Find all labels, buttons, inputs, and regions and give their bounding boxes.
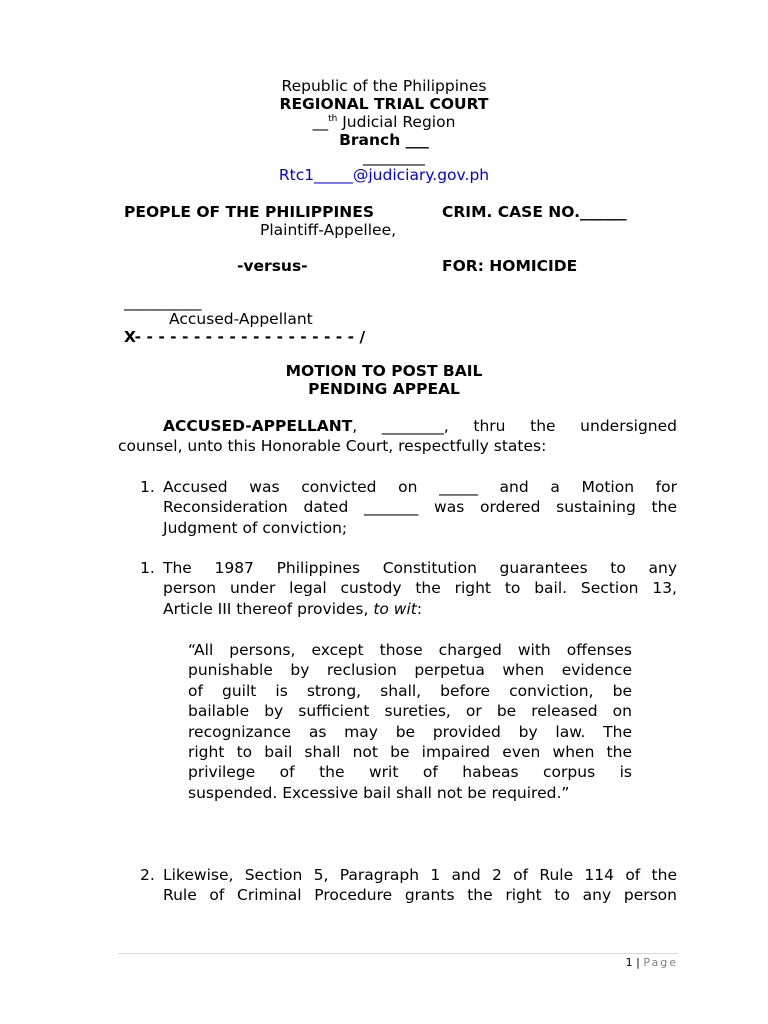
region-text: Judicial Region (337, 113, 456, 131)
quote-line: recognizance as may be provided by law. The (188, 722, 632, 741)
email-underline: ________ (363, 148, 425, 166)
versus-label: -versus- (237, 257, 308, 275)
quote-line: of guilt is strong, shall, before conviction, be (188, 681, 632, 700)
item-2-line-3-end: : (416, 599, 423, 618)
item-1-number: 1. (140, 478, 155, 496)
quote-line: bailable by sufficient sureties, or be released on (188, 702, 632, 721)
intro-line-1-rest: , ________, thru the undersigned (352, 417, 677, 435)
page-footer (118, 956, 678, 970)
intro-paragraph (118, 416, 677, 457)
item-2-number: 1. (140, 559, 155, 577)
quote-line: suspended. Excessive bail shall not be required.” (188, 783, 570, 802)
footer-separator: | (632, 956, 644, 969)
intro-lead: ACCUSED-APPELLANT (163, 417, 353, 435)
item-2-line-3-italic: to wit (373, 599, 417, 618)
constitution-quote (188, 640, 632, 803)
item-2-line-1: The 1987 Philippines Constitution guarantees to any (163, 559, 677, 577)
caption-separator: X- - - - - - - - - - - - - - - - - - - / (124, 328, 366, 346)
case-number: CRIM. CASE NO.______ (442, 203, 627, 221)
item-3-line-2: Rule of Criminal Procedure grants the right to any person (163, 886, 677, 905)
email-line (0, 166, 768, 184)
item-2-text (163, 558, 677, 619)
intro-line-2: counsel, unto this Honorable Court, respectfully states: (118, 437, 547, 456)
item-1-text (163, 477, 677, 538)
item-3-number: 2. (140, 866, 155, 884)
quote-line: punishable by reclusion perpetua when evidence (188, 661, 632, 680)
motion-title-line-1: MOTION TO POST BAIL (285, 362, 483, 380)
region-ordinal: th (328, 114, 338, 124)
court-email-link[interactable]: Rtc1_____@judiciary.gov.ph (278, 166, 490, 184)
court-name: REGIONAL TRIAL COURT (279, 95, 489, 113)
quote-line: right to bail shall not be impaired even when the (188, 742, 632, 761)
item-1-line-1: Accused was convicted on _____ and a Motion for (163, 478, 677, 496)
offense-label: FOR: HOMICIDE (442, 257, 578, 275)
item-2-line-2: person under legal custody the right to bail. Section 13, (163, 579, 677, 598)
republic-line: Republic of the Philippines (281, 77, 487, 95)
item-2-line-3-plain: Article III thereof provides, (163, 599, 374, 618)
item-3-text (163, 865, 677, 906)
judicial-region (0, 113, 768, 131)
accused-blank: __________ (124, 293, 202, 311)
plaintiff-role: Plaintiff-Appellee, (260, 221, 397, 239)
item-2-line-3 (163, 599, 677, 619)
footer-rule (118, 953, 678, 954)
branch-line: Branch ___ (339, 131, 429, 149)
accused-role: Accused-Appellant (169, 310, 313, 328)
item-3-line-1: Likewise, Section 5, Paragraph 1 and 2 of Rule 114 of the (163, 866, 677, 884)
page-label: Page (643, 956, 678, 969)
item-1-line-2: Reconsideration dated _______ was ordered sustaining the (163, 498, 677, 517)
quote-line: “All persons, except those charged with offenses (188, 641, 632, 659)
quote-line: privilege of the writ of habeas corpus is (188, 763, 632, 782)
item-1-line-3: Judgment of conviction; (163, 518, 348, 537)
plaintiff-name: PEOPLE OF THE PHILIPPINES (124, 203, 374, 221)
motion-title-line-2: PENDING APPEAL (308, 380, 460, 398)
page-number: 1 (625, 956, 633, 969)
intro-line-1 (118, 416, 677, 436)
region-blank: __ (312, 113, 329, 131)
